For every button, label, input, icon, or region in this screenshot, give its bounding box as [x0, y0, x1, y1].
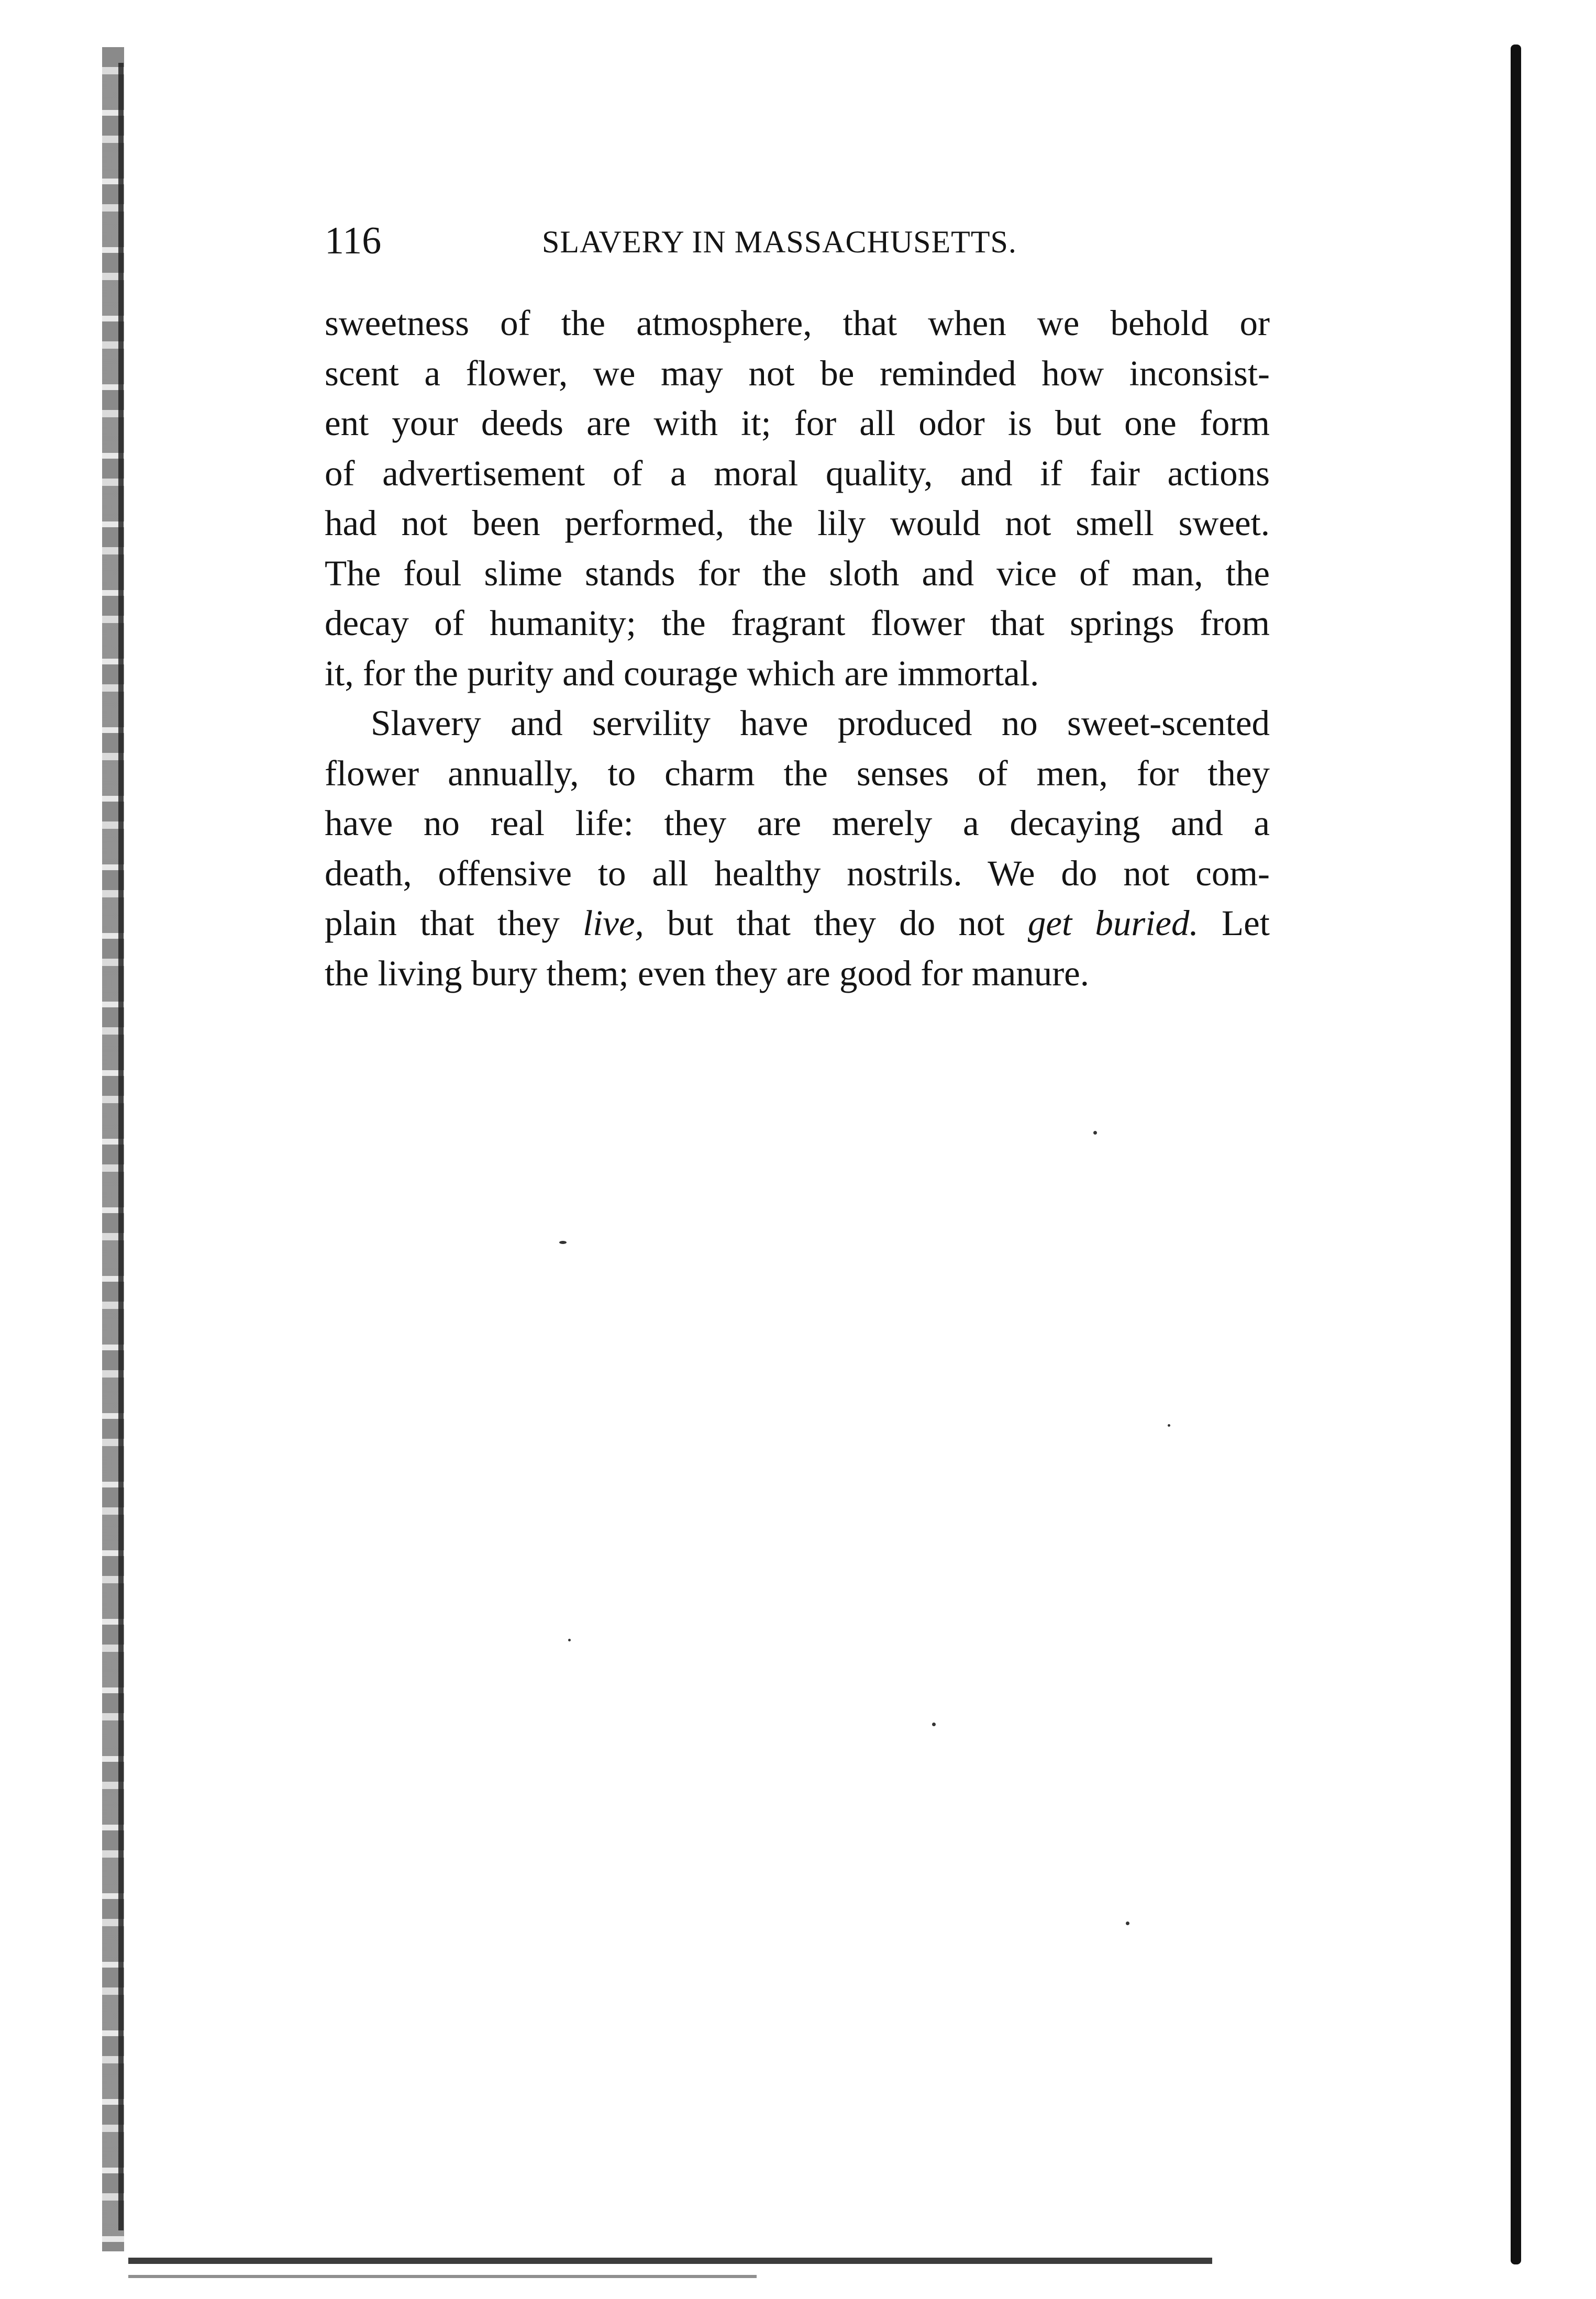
italic-text: get buried. — [1027, 903, 1199, 943]
text-line: of advertisement of a moral quality, and if fair actions — [325, 453, 1270, 493]
text-line: had not been performed, the lily would not smell sweet. — [325, 503, 1270, 543]
body-text — [325, 298, 1270, 998]
text-segment: plain that they — [325, 903, 583, 943]
italic-text: live, — [582, 903, 644, 943]
scan-speck — [559, 1241, 567, 1244]
text-segment: but that they do not — [644, 903, 1028, 943]
scan-speck — [932, 1723, 936, 1726]
text-line: it, for the purity and courage which are immortal. — [325, 653, 1039, 693]
paragraph — [325, 298, 1270, 698]
text-line: flower annually, to charm the senses of men, for they — [325, 753, 1270, 793]
text-line: death, offensive to all healthy nostrils. We do not com- — [325, 853, 1270, 893]
text-line: sweetness of the atmosphere, that when we behold or — [325, 303, 1270, 343]
page-edge-bottom-shadow — [128, 2275, 757, 2278]
text-line: decay of humanity; the fragrant flower that springs from — [325, 603, 1270, 643]
running-head — [325, 209, 1267, 272]
text-line — [325, 898, 1270, 949]
scan-speck — [1168, 1424, 1170, 1427]
binding-shadow-left — [118, 63, 124, 2230]
text-segment: Let — [1198, 903, 1270, 943]
scan-speck — [1093, 1131, 1097, 1135]
running-title: SLAVERY IN MASSACHUSETTS. — [542, 225, 1017, 259]
scan-speck — [1126, 1922, 1129, 1925]
text-line: scent a flower, we may not be reminded how inconsist- — [325, 353, 1270, 393]
text-line: ent your deeds are with it; for all odor is but one form — [325, 403, 1270, 443]
page-edge-bottom — [128, 2258, 1212, 2264]
page-number: 116 — [325, 219, 382, 262]
text-line: the living bury them; even they are good for manure. — [325, 953, 1090, 993]
page-edge-right — [1511, 45, 1521, 2264]
text-line: have no real life: they are merely a decaying and a — [325, 803, 1270, 843]
scan-speck — [568, 1639, 571, 1641]
paragraph — [325, 698, 1270, 998]
text-line: The foul slime stands for the sloth and vice of man, the — [325, 553, 1270, 593]
text-line: Slavery and servility have produced no sweet-scented — [371, 703, 1270, 743]
